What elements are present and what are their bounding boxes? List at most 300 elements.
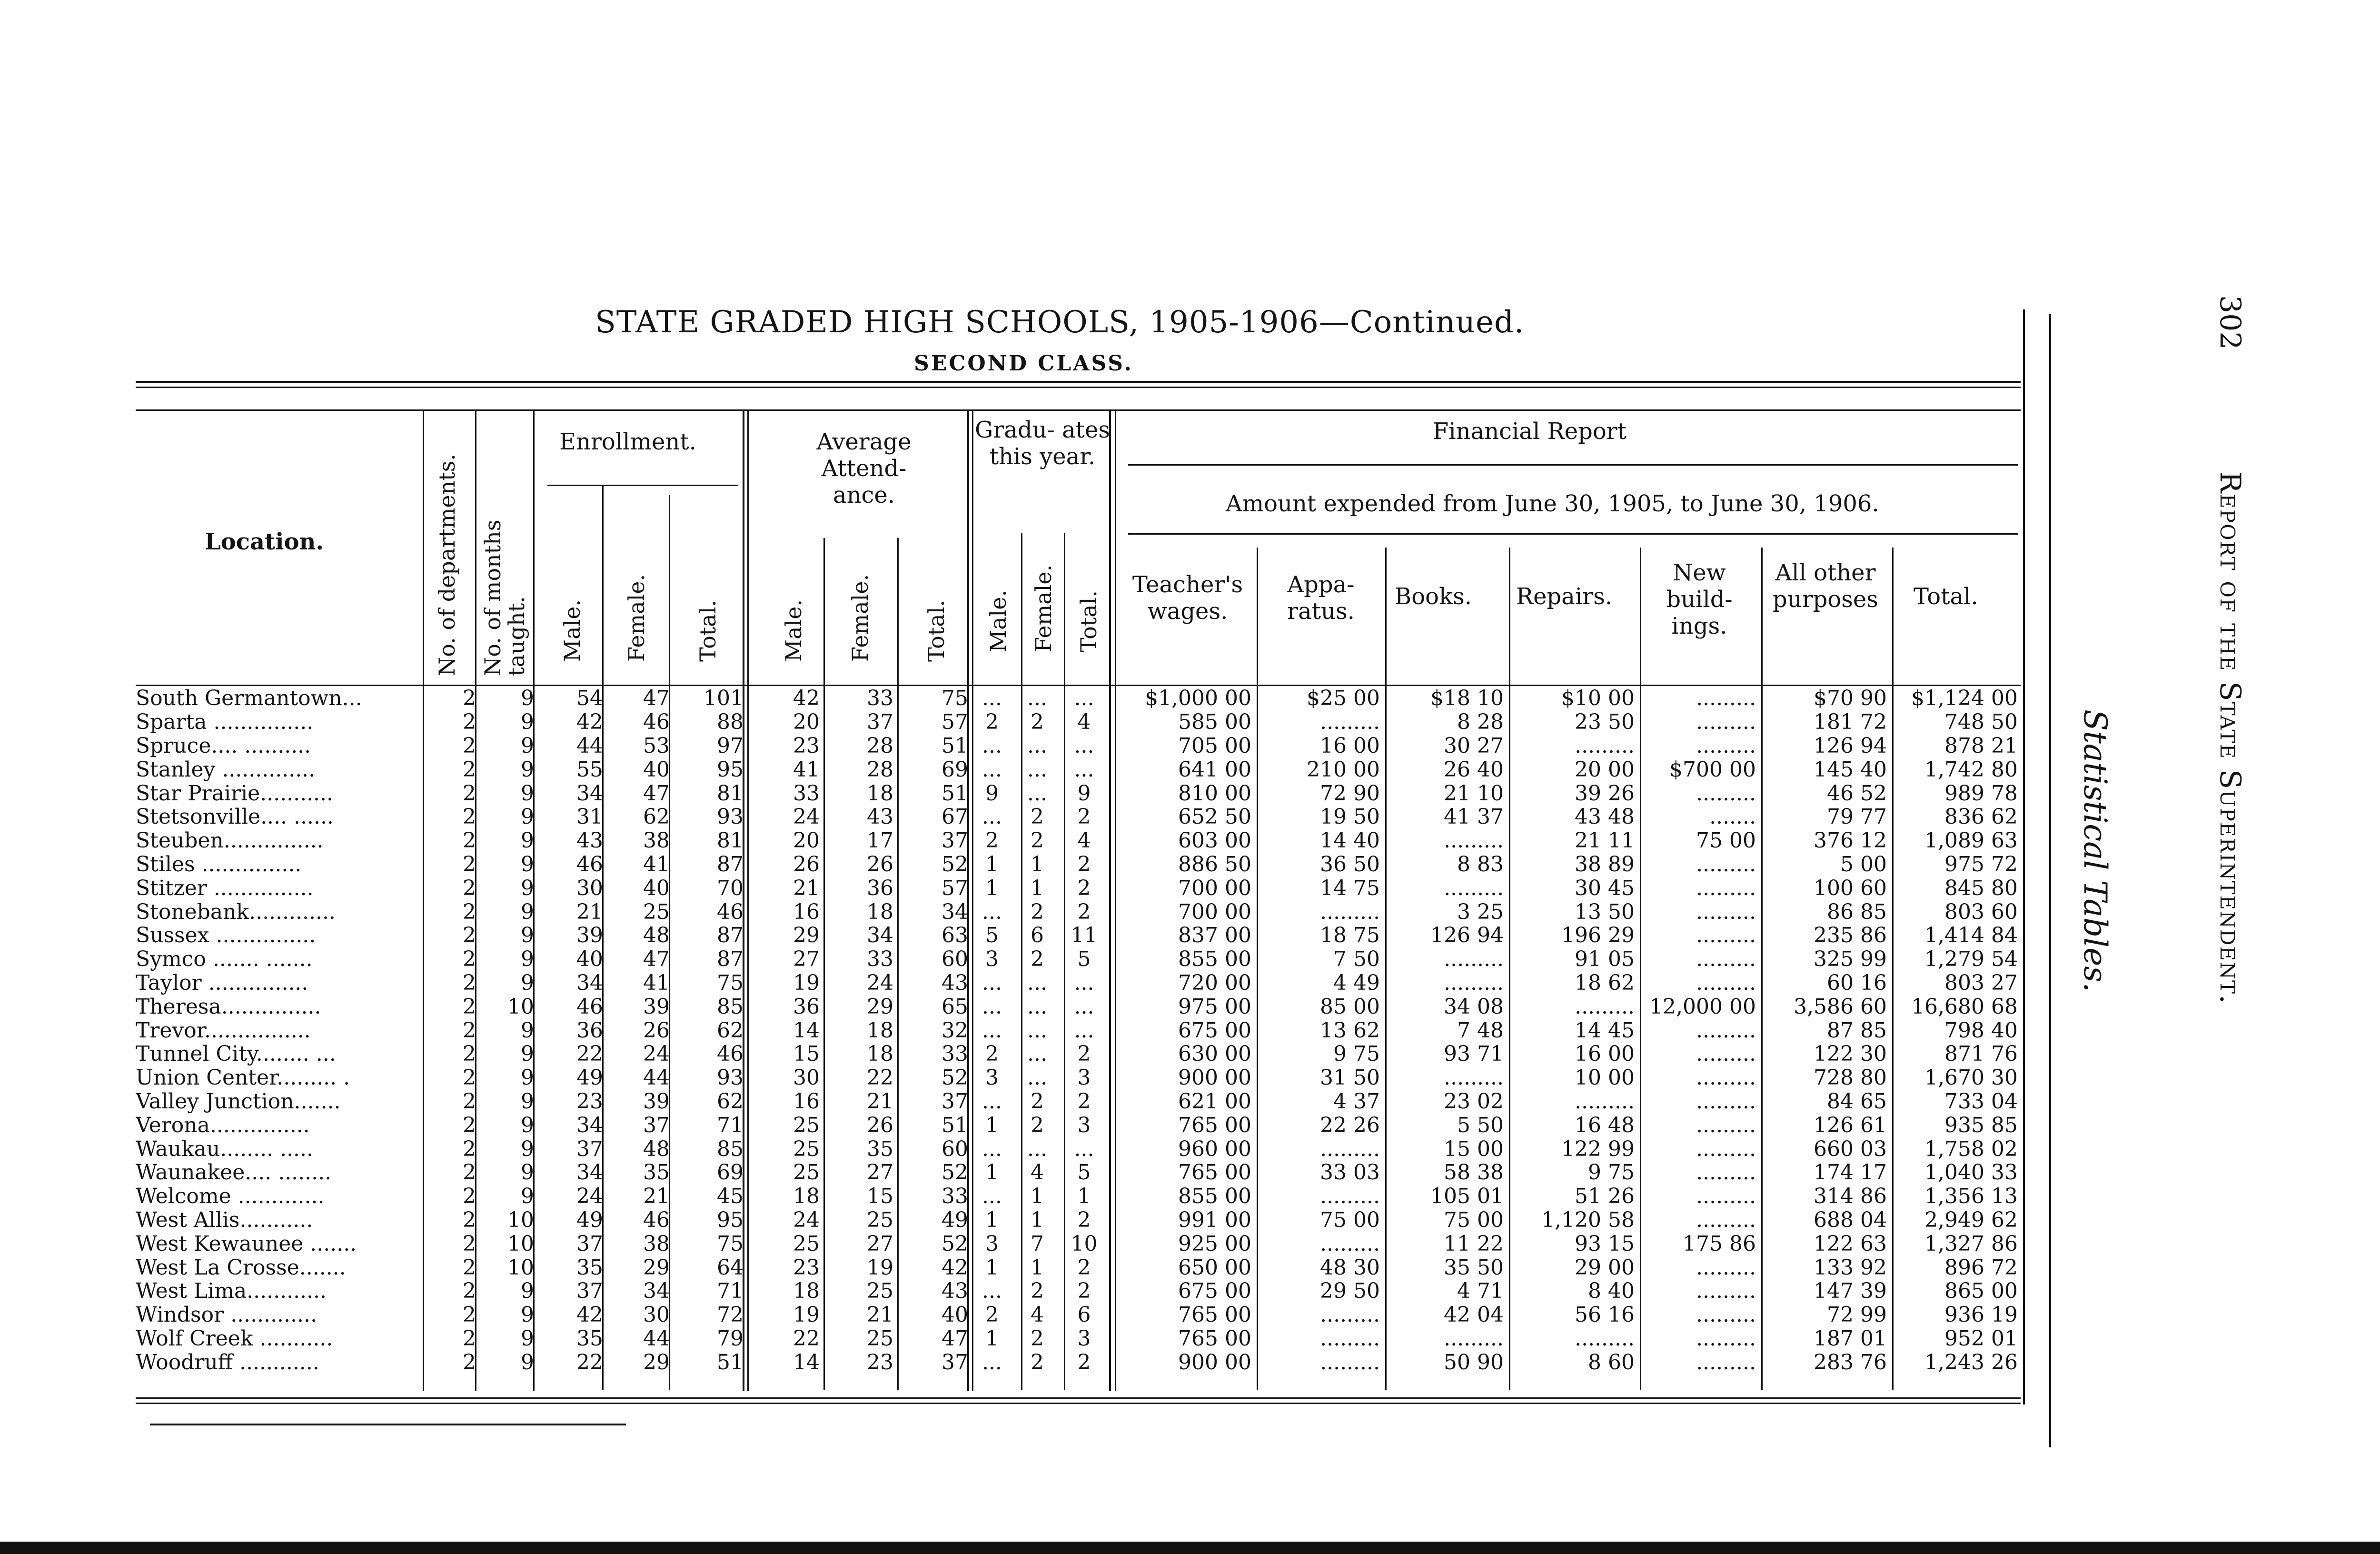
cell-new-buildings: ......... [1696,971,1756,995]
cell-other-purposes: 126 61 [1814,1113,1887,1137]
cell-enroll-female: 21 [643,1184,670,1208]
table-row [136,971,2018,995]
cell-grad-male: 3 [985,1232,999,1256]
cell-grad-female: 1 [1031,876,1044,900]
cell-enroll-total: 95 [717,1208,744,1232]
cell-months: 9 [521,876,534,900]
cell-avg-male: 41 [793,757,820,782]
cell-avg-total: 52 [942,852,968,877]
amount-header: Amount expended from June 30, 1905, to June 30, 1906. [1226,490,1879,517]
amount-underline [1128,533,2018,535]
cell-books: 41 37 [1444,805,1504,829]
cell-enroll-female: 41 [643,852,670,877]
cell-new-buildings: ......... [1696,1066,1756,1090]
cell-repairs: 30 45 [1575,876,1635,900]
cell-teachers-wages: 886 50 [1178,852,1251,877]
cell-grad-male: ... [982,805,1002,829]
cell-enroll-female: 41 [643,971,670,995]
cell-new-buildings: 75 00 [1696,828,1756,853]
cell-grad-male: 1 [985,1113,999,1137]
cell-avg-male: 29 [793,923,820,947]
cell-teachers-wages: 585 00 [1178,710,1251,734]
header-rule [136,409,2021,411]
cell-fin-total: 1,670 30 [1924,1066,2018,1090]
cell-other-purposes: 133 92 [1814,1255,1887,1279]
table-row [136,1113,2018,1137]
cell-location: Wolf Creek ........... [136,1326,333,1351]
cell-teachers-wages: 765 00 [1178,1303,1251,1327]
cell-avg-male: 14 [793,1018,820,1042]
table-row [136,1327,2018,1351]
cell-avg-female: 27 [867,1232,893,1256]
table-row [136,947,2018,971]
cell-avg-male: 23 [793,1255,820,1279]
cell-grad-female: 1 [1031,1255,1044,1279]
cell-new-buildings: ......... [1696,876,1756,900]
cell-fin-total: 733 04 [1944,1089,2018,1114]
cell-teachers-wages: 675 00 [1178,1018,1251,1042]
cell-grad-female: 2 [1031,900,1044,924]
cell-other-purposes: 235 86 [1814,923,1887,947]
cell-grad-female: ... [1027,1042,1047,1066]
cell-books: 7 48 [1457,1018,1504,1042]
cell-other-purposes: 147 39 [1814,1279,1887,1303]
cell-new-buildings: ......... [1696,1279,1756,1303]
cell-repairs: 196 29 [1561,923,1635,947]
cell-enroll-male: 46 [576,995,603,1019]
cell-grad-female: ... [1027,1066,1047,1090]
cell-grad-female: 2 [1031,1350,1044,1375]
cell-enroll-female: 48 [643,1137,670,1161]
cell-fin-total: 2,949 62 [1924,1208,2018,1232]
cell-enroll-female: 47 [643,687,670,710]
cell-books: ......... [1444,1066,1504,1090]
cell-teachers-wages: 720 00 [1178,971,1251,995]
running-head: Report of the State Superintendent. [2213,471,2247,1005]
cell-enroll-male: 37 [576,1137,603,1161]
cell-new-buildings: ......... [1696,1089,1756,1114]
cell-avg-male: 26 [793,852,820,877]
cell-grad-female: 6 [1031,923,1044,947]
cell-enroll-female: 25 [643,900,670,924]
cell-books: 5 50 [1457,1113,1504,1137]
cell-teachers-wages: 650 00 [1178,1255,1251,1279]
cell-avg-total: 52 [942,1232,968,1256]
cell-grad-total: 2 [1077,1279,1091,1303]
cell-repairs: 56 16 [1575,1303,1635,1327]
cell-enroll-male: 36 [576,1018,603,1042]
cell-grad-female: 2 [1031,1326,1044,1351]
cell-months: 10 [507,1208,534,1232]
cell-grad-male: ... [982,1089,1002,1114]
cell-enroll-male: 49 [576,1208,603,1232]
cell-grad-total: ... [1074,1018,1094,1042]
cell-enroll-total: 79 [717,1326,744,1351]
cell-teachers-wages: 675 00 [1178,1279,1251,1303]
cell-apparatus: 48 30 [1320,1255,1380,1279]
cell-location: Woodruff ............ [136,1350,319,1375]
cell-repairs: 122 99 [1561,1137,1635,1161]
cell-apparatus: 9 75 [1333,1042,1380,1066]
cell-enroll-total: 87 [717,947,744,971]
teachers-wages-header: Teacher's wages. [1132,571,1243,625]
cell-enroll-female: 40 [643,757,670,782]
cell-new-buildings: ......... [1696,1184,1756,1208]
cell-apparatus: $25 00 [1307,687,1380,710]
cell-teachers-wages: 960 00 [1178,1137,1251,1161]
cell-grad-male: 2 [985,1303,999,1327]
cell-fin-total: 865 00 [1944,1279,2018,1303]
enroll-female-header: Female. [624,574,649,662]
cell-enroll-male: 30 [576,876,603,900]
avg-male-header: Male. [781,599,806,662]
cell-grad-total: 2 [1077,876,1091,900]
cell-enroll-female: 26 [643,1018,670,1042]
cell-teachers-wages: 855 00 [1178,1184,1251,1208]
cell-departments: 2 [463,995,476,1019]
grad-female-header: Female. [1031,564,1056,652]
cell-books: 105 01 [1430,1184,1504,1208]
cell-location: West La Crosse....... [136,1255,346,1279]
cell-new-buildings: ......... [1696,923,1756,947]
cell-grad-male: 1 [985,1255,999,1279]
cell-grad-total: ... [1074,687,1094,710]
cell-departments: 2 [463,687,476,710]
cell-grad-total: 2 [1077,1350,1091,1375]
cell-grad-total: 5 [1077,947,1091,971]
cell-fin-total: 1,327 86 [1924,1232,2018,1256]
cell-months: 9 [521,1113,534,1137]
cell-enroll-female: 29 [643,1350,670,1375]
cell-enroll-total: 62 [717,1089,744,1114]
bottom-rule-2 [150,1424,626,1425]
cell-avg-female: 18 [867,900,893,924]
cell-new-buildings: ......... [1696,1042,1756,1066]
cell-enroll-total: 97 [717,734,744,758]
cell-repairs: 13 50 [1575,900,1635,924]
cell-new-buildings: ......... [1696,1303,1756,1327]
cell-enroll-total: 46 [717,1042,744,1066]
cell-avg-male: 14 [793,1350,820,1375]
cell-enroll-male: 35 [576,1255,603,1279]
cell-location: Taylor ............... [136,971,308,995]
cell-grad-male: ... [982,971,1002,995]
cell-avg-female: 25 [867,1279,893,1303]
cell-avg-total: 51 [942,734,968,758]
cell-grad-male: ... [982,1279,1002,1303]
cell-grad-male: 1 [985,852,999,877]
cell-teachers-wages: 765 00 [1178,1160,1251,1185]
cell-departments: 2 [463,1279,476,1303]
cell-other-purposes: 87 85 [1827,1018,1887,1042]
cell-enroll-male: 24 [576,1184,603,1208]
apparatus-header: Appa- ratus. [1287,571,1355,625]
cell-books: 126 94 [1430,923,1504,947]
cell-departments: 2 [463,1089,476,1114]
cell-avg-female: 26 [867,852,893,877]
cell-enroll-female: 47 [643,947,670,971]
cell-books: 26 40 [1444,757,1504,782]
cell-teachers-wages: 621 00 [1178,1089,1251,1114]
cell-avg-total: 37 [942,828,968,853]
cell-repairs: 8 60 [1588,1350,1635,1375]
cell-books: 58 38 [1444,1160,1504,1185]
table-row [136,853,2018,877]
table-row [136,1066,2018,1090]
cell-grad-female: 4 [1031,1160,1044,1185]
cell-location: West Lima............ [136,1279,327,1303]
cell-grad-total: 4 [1077,710,1091,734]
cell-avg-male: 27 [793,947,820,971]
cell-enroll-female: 37 [643,1113,670,1137]
cell-avg-male: 19 [793,971,820,995]
cell-enroll-male: 34 [576,971,603,995]
cell-repairs: 8 40 [1588,1279,1635,1303]
cell-fin-total: 798 40 [1944,1018,2018,1042]
cell-teachers-wages: 900 00 [1178,1350,1251,1375]
cell-fin-total: 836 62 [1944,805,2018,829]
cell-location: Spruce.... .......... [136,734,311,758]
cell-months: 9 [521,734,534,758]
cell-avg-male: 18 [793,1184,820,1208]
cell-departments: 2 [463,781,476,805]
cell-avg-total: 67 [942,805,968,829]
cell-grad-total: 2 [1077,852,1091,877]
cell-grad-female: ... [1027,757,1047,782]
cell-location: West Kewaunee ....... [136,1232,357,1256]
cell-grad-total: ... [1074,971,1094,995]
cell-repairs: 93 15 [1575,1232,1635,1256]
col-rule [2023,309,2025,1405]
cell-months: 9 [521,900,534,924]
cell-months: 9 [521,710,534,734]
avg-total-header: Total. [923,599,949,662]
location-header: Location. [205,528,324,555]
cell-grad-male: ... [982,1184,1002,1208]
cell-departments: 2 [463,971,476,995]
cell-other-purposes: 728 80 [1814,1066,1887,1090]
cell-books: ......... [1444,971,1504,995]
cell-enroll-male: 49 [576,1066,603,1090]
cell-grad-total: 9 [1077,781,1091,805]
cell-months: 9 [521,1089,534,1114]
cell-new-buildings: ......... [1696,1208,1756,1232]
cell-fin-total: 936 19 [1944,1303,2018,1327]
cell-location: Windsor ............. [136,1303,317,1327]
cell-enroll-female: 46 [643,1208,670,1232]
cell-avg-female: 21 [867,1089,893,1114]
cell-enroll-total: 85 [717,1137,744,1161]
cell-departments: 2 [463,1160,476,1185]
cell-apparatus: 85 00 [1320,995,1380,1019]
cell-months: 9 [521,923,534,947]
cell-enroll-female: 48 [643,923,670,947]
cell-enroll-male: 35 [576,1326,603,1351]
table-row [136,1232,2018,1255]
cell-months: 10 [507,995,534,1019]
cell-months: 9 [521,687,534,710]
cell-avg-male: 22 [793,1326,820,1351]
cell-months: 9 [521,947,534,971]
cell-fin-total: 1,040 33 [1924,1160,2018,1185]
cell-location: Steuben............... [136,828,324,853]
cell-fin-total: 975 72 [1944,852,2018,877]
cell-location: Trevor................ [136,1018,311,1042]
cell-grad-female: ... [1027,1018,1047,1042]
cell-grad-total: 3 [1077,1113,1091,1137]
cell-avg-male: 24 [793,1208,820,1232]
cell-fin-total: 803 27 [1944,971,2018,995]
cell-avg-female: 23 [867,1350,893,1375]
cell-grad-total: 2 [1077,1042,1091,1066]
cell-months: 10 [507,1232,534,1256]
cell-months: 9 [521,1042,534,1066]
cell-departments: 2 [463,805,476,829]
cell-avg-male: 19 [793,1303,820,1327]
cell-other-purposes: 122 63 [1814,1232,1887,1256]
cell-enroll-male: 21 [576,900,603,924]
cell-avg-male: 24 [793,805,820,829]
cell-location: Waukau........ ..... [136,1137,314,1161]
cell-departments: 2 [463,1255,476,1279]
cell-enroll-total: 87 [717,852,744,877]
cell-repairs: 18 62 [1575,971,1635,995]
cell-location: Stitzer ............... [136,876,314,900]
cell-new-buildings: ......... [1696,710,1756,734]
cell-repairs: 14 45 [1575,1018,1635,1042]
cell-enroll-female: 47 [643,781,670,805]
table-row [136,1255,2018,1279]
cell-fin-total: 896 72 [1944,1255,2018,1279]
cell-departments: 2 [463,1018,476,1042]
cell-repairs: ......... [1575,995,1635,1019]
cell-enroll-male: 43 [576,828,603,853]
cell-books: ......... [1444,876,1504,900]
cell-other-purposes: 181 72 [1814,710,1887,734]
cell-enroll-total: 93 [717,1066,744,1090]
cell-departments: 2 [463,757,476,782]
cell-departments: 2 [463,710,476,734]
cell-avg-female: 26 [867,1113,893,1137]
cell-grad-male: ... [982,995,1002,1019]
cell-other-purposes: 100 60 [1814,876,1887,900]
cell-apparatus: 75 00 [1320,1208,1380,1232]
cell-grad-male: ... [982,687,1002,710]
cell-new-buildings: ......... [1696,1137,1756,1161]
repairs-header: Repairs. [1516,583,1613,610]
cell-books: 3 25 [1457,900,1504,924]
cell-avg-total: 57 [942,710,968,734]
cell-avg-male: 20 [793,828,820,853]
cell-enroll-female: 30 [643,1303,670,1327]
cell-grad-male: 3 [985,947,999,971]
cell-enroll-total: 93 [717,805,744,829]
cell-avg-female: 21 [867,1303,893,1327]
cell-avg-male: 23 [793,734,820,758]
cell-location: Welcome ............. [136,1184,325,1208]
cell-fin-total: 1,742 80 [1924,757,2018,782]
cell-avg-total: 75 [942,687,968,710]
cell-avg-female: 33 [867,947,893,971]
page-subtitle: SECOND CLASS. [914,351,1133,376]
cell-repairs: 39 26 [1575,781,1635,805]
cell-teachers-wages: 641 00 [1178,757,1251,782]
cell-other-purposes: 314 86 [1814,1184,1887,1208]
cell-apparatus: 19 50 [1320,805,1380,829]
cell-apparatus: 22 26 [1320,1113,1380,1137]
cell-new-buildings: ......... [1696,1113,1756,1137]
cell-fin-total: 871 76 [1944,1042,2018,1066]
table-row [136,829,2018,853]
cell-apparatus: ......... [1320,1326,1380,1351]
cell-grad-male: 3 [985,1066,999,1090]
cell-departments: 2 [463,734,476,758]
cell-months: 9 [521,1018,534,1042]
cell-avg-female: 29 [867,995,893,1019]
cell-avg-male: 20 [793,710,820,734]
cell-avg-female: 18 [867,1018,893,1042]
cell-months: 9 [521,852,534,877]
cell-fin-total: 1,414 84 [1924,923,2018,947]
cell-enroll-total: 85 [717,995,744,1019]
other-purposes-header: All other purposes [1773,559,1878,613]
cell-teachers-wages: 603 00 [1178,828,1251,853]
cell-books: 75 00 [1444,1208,1504,1232]
cell-teachers-wages: 855 00 [1178,947,1251,971]
cell-grad-female: 2 [1031,1279,1044,1303]
cell-location: Stiles ............... [136,852,302,877]
cell-repairs: 51 26 [1575,1184,1635,1208]
cell-new-buildings: ......... [1696,947,1756,971]
average-header: Average Attend- ance. [816,428,912,508]
cell-avg-male: 25 [793,1232,820,1256]
cell-fin-total: 878 21 [1944,734,2018,758]
cell-months: 9 [521,781,534,805]
cell-books: 30 27 [1444,734,1504,758]
cell-apparatus: 4 37 [1333,1089,1380,1114]
cell-avg-male: 18 [793,1279,820,1303]
cell-months: 9 [521,1303,534,1327]
cell-avg-total: 51 [942,1113,968,1137]
cell-new-buildings: ......... [1696,687,1756,710]
cell-repairs: 29 00 [1575,1255,1635,1279]
cell-enroll-female: 24 [643,1042,670,1066]
cell-new-buildings: ......... [1696,1350,1756,1375]
cell-departments: 2 [463,852,476,877]
cell-books: 15 00 [1444,1137,1504,1161]
cell-enroll-male: 23 [576,1089,603,1114]
cell-avg-female: 19 [867,1255,893,1279]
cell-repairs: 38 89 [1575,852,1635,877]
data-table [136,687,2018,1374]
cell-grad-female: 1 [1031,1184,1044,1208]
cell-grad-total: ... [1074,734,1094,758]
cell-location: Stetsonville.... ...... [136,805,334,829]
cell-other-purposes: 126 94 [1814,734,1887,758]
cell-other-purposes: 187 01 [1814,1326,1887,1351]
cell-departments: 2 [463,1232,476,1256]
cell-repairs: 21 11 [1575,828,1635,853]
cell-books: 21 10 [1444,781,1504,805]
cell-grad-total: 2 [1077,1255,1091,1279]
cell-enroll-total: 62 [717,1018,744,1042]
cell-enroll-female: 39 [643,1089,670,1114]
cell-enroll-total: 71 [717,1279,744,1303]
cell-grad-male: 1 [985,1326,999,1351]
cell-avg-total: 47 [942,1326,968,1351]
cell-repairs: 91 05 [1575,947,1635,971]
cell-apparatus: 14 75 [1320,876,1380,900]
